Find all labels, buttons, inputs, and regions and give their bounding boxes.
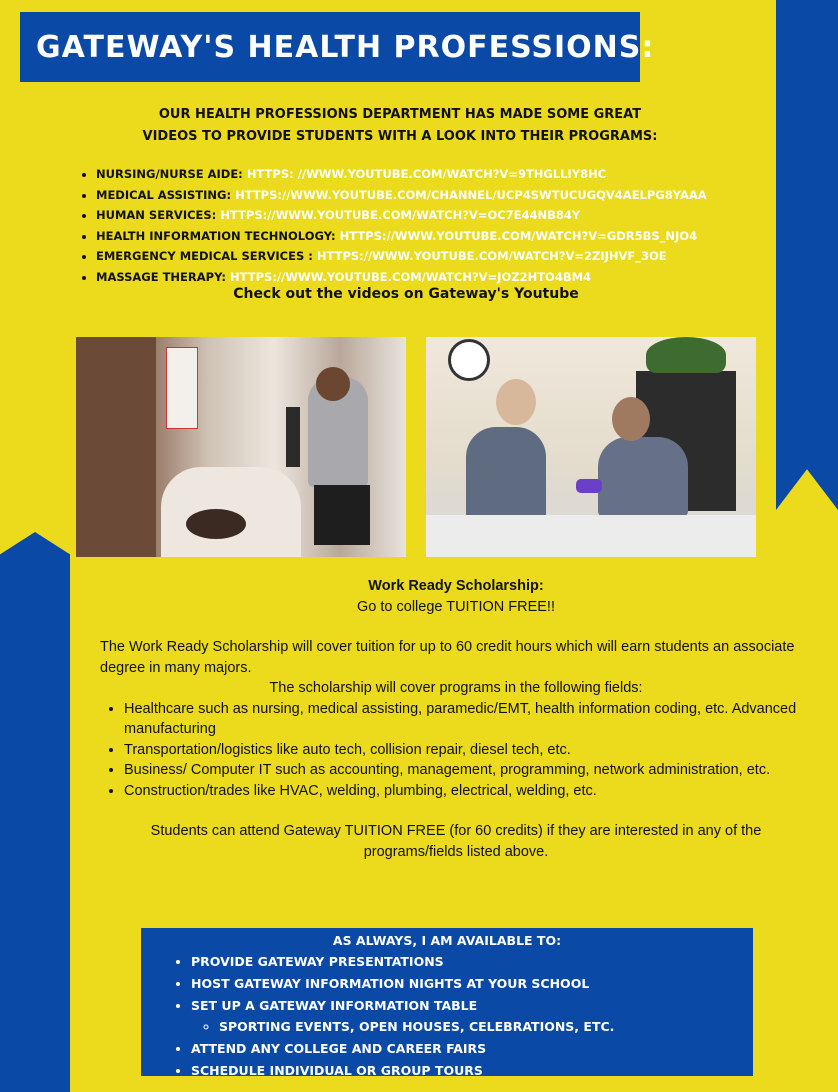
massage-therapy-photo: [76, 337, 406, 557]
scholarship-fields-intro: The scholarship will cover programs in the following fields:: [269, 680, 643, 696]
youtube-note: Check out the videos on Gateway's Youtube: [233, 286, 579, 302]
page-title: GATEWAY'S HEALTH PROFESSIONS:: [36, 29, 655, 65]
video-item-health-info-tech: [96, 226, 707, 247]
list-item: • SCHEDULE INDIVIDUAL OR GROUP TOURS: [191, 1060, 753, 1082]
decorative-band-left: [0, 532, 70, 1092]
list-item: • Business/ Computer IT such as accounting, management, programming, network administration, etc.: [124, 760, 812, 781]
scholarship-section: [100, 576, 812, 862]
decorative-band-right: [776, 0, 838, 510]
intro-line-1: OUR HEALTH PROFESSIONS DEPARTMENT HAS MADE SOME GREAT: [158, 107, 642, 122]
video-item-human-services: [96, 205, 707, 226]
title-banner: [20, 12, 655, 82]
list-subitem: ◦ SPORTING EVENTS, OPEN HOUSES, CELEBRATIONS, ETC.: [219, 1016, 753, 1038]
video-label: NURSING/NURSE AIDE:: [96, 167, 243, 181]
medical-assisting-photo: [426, 337, 756, 557]
availability-list: [141, 951, 753, 1082]
video-item-medical-assisting: [96, 185, 707, 206]
availability-sublist: [191, 1016, 753, 1038]
video-link[interactable]: HTTPS://WWW.YOUTUBE.COM/WATCH?V=GDR5BS_NJO4: [339, 228, 698, 243]
intro-text: [120, 104, 680, 148]
list-item-text: SET UP A GATEWAY INFORMATION TABLE: [191, 997, 478, 1013]
scholarship-paragraph: The Work Ready Scholarship will cover tuition for up to 60 credit hours which will earn students an associate degree in many majors.: [100, 639, 795, 676]
availability-box: [141, 928, 753, 1076]
video-item-ems: [96, 246, 707, 267]
intro-line-2: VIDEOS TO PROVIDE STUDENTS WITH A LOOK INTO THEIR PROGRAMS:: [142, 129, 658, 144]
video-label: MEDICAL ASSISTING:: [96, 187, 232, 202]
list-item: • Healthcare such as nursing, medical assisting, paramedic/EMT, health information coding, etc. Advanced manufacturing: [124, 699, 812, 740]
list-item: • PROVIDE GATEWAY PRESENTATIONS: [191, 951, 753, 973]
video-label: HUMAN SERVICES:: [96, 208, 217, 223]
video-label: EMERGENCY MEDICAL SERVICES :: [96, 249, 313, 264]
list-item: • Transportation/logistics like auto tech, collision repair, diesel tech, etc.: [124, 740, 812, 761]
scholarship-closing: Students can attend Gateway TUITION FREE (for 60 credits) if they are interested in any of the programs/fields listed above.: [150, 823, 762, 860]
list-item: [191, 995, 753, 1039]
video-link[interactable]: HTTPS://WWW.YOUTUBE.COM/WATCH?V=JOZ2HTO4BM4: [230, 269, 592, 284]
video-item-massage-therapy: [96, 267, 707, 288]
scholarship-heading: Work Ready Scholarship:: [368, 578, 544, 594]
video-item-nursing: [96, 164, 707, 185]
scholarship-fields-list: [100, 699, 812, 802]
list-item: • HOST GATEWAY INFORMATION NIGHTS AT YOUR SCHOOL: [191, 973, 753, 995]
video-link-list: [80, 164, 707, 288]
video-label: MASSAGE THERAPY:: [96, 269, 227, 284]
video-link[interactable]: HTTPS://WWW.YOUTUBE.COM/WATCH?V=2ZIJHVF_3OE: [316, 249, 667, 264]
list-item: • Construction/trades like HVAC, welding, plumbing, electrical, welding, etc.: [124, 781, 812, 802]
availability-heading: AS ALWAYS, I AM AVAILABLE TO:: [332, 933, 562, 948]
video-link[interactable]: HTTPS: //WWW.YOUTUBE.COM/WATCH?V=9THGLLIY8HC: [246, 167, 607, 181]
scholarship-subheading: Go to college TUITION FREE!!: [357, 598, 555, 615]
video-link[interactable]: HTTPS://WWW.YOUTUBE.COM/WATCH?V=OC7E44NB84Y: [220, 208, 581, 223]
video-link[interactable]: HTTPS://WWW.YOUTUBE.COM/CHANNEL/UCP4SWTUCUGQV4AELPG8YAAA: [235, 187, 707, 202]
video-label: HEALTH INFORMATION TECHNOLOGY:: [96, 228, 336, 243]
list-item: • ATTEND ANY COLLEGE AND CAREER FAIRS: [191, 1038, 753, 1060]
